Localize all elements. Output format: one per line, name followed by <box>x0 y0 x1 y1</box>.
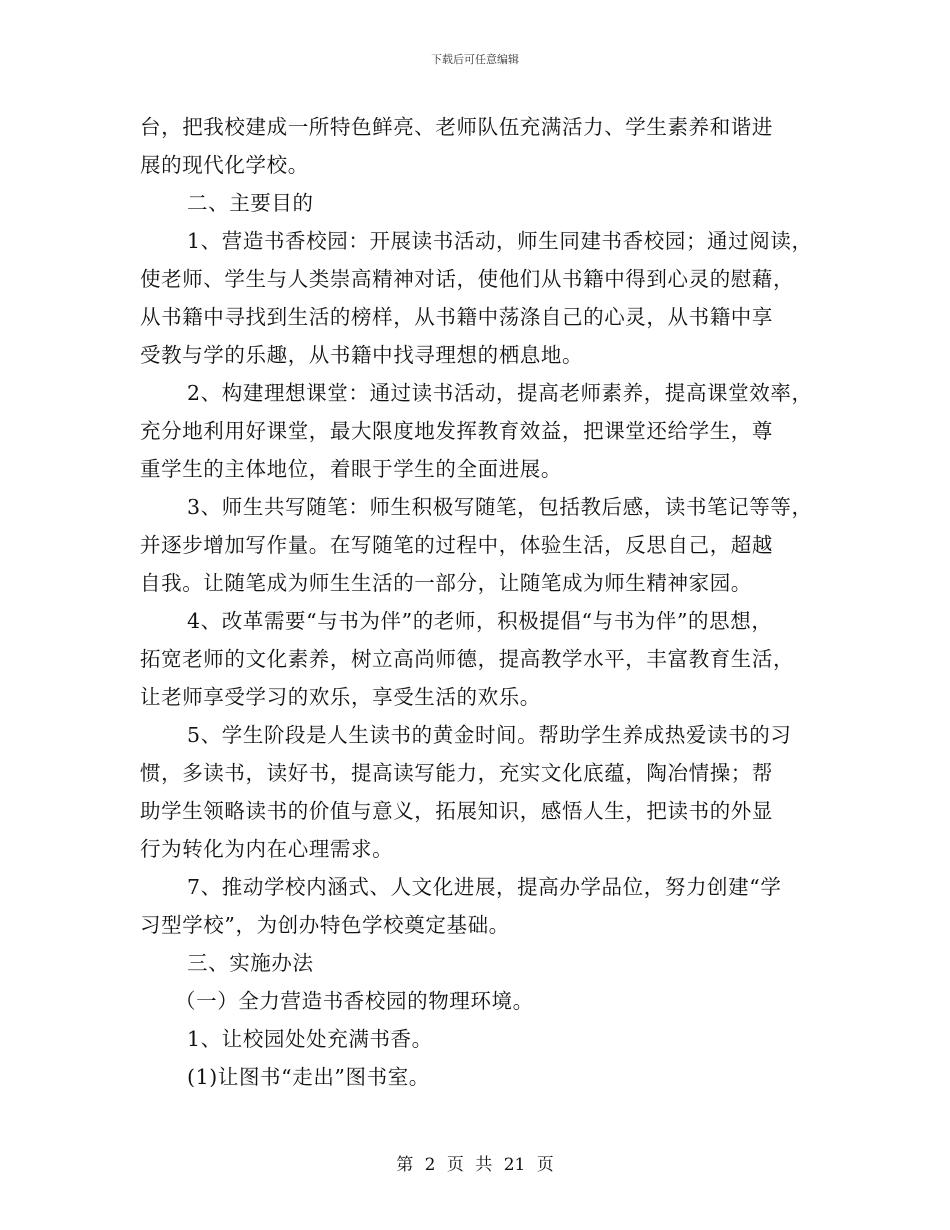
text-line: 5、学生阶段是人生读书的黄金时间。帮助学生养成热爱读书的习 <box>187 723 792 747</box>
text-line: 并逐步增加写作量。在写随笔的过程中，体验生活，反思自己，超越 <box>140 533 773 557</box>
text-line: 受教与学的乐趣，从书籍中找寻理想的栖息地。 <box>140 343 584 367</box>
text-line: 使老师、学生与人类崇高精神对话，使他们从书籍中得到心灵的慰藉， <box>140 267 795 291</box>
text-line: 3、师生共写随笔：师生积极写随笔，包括教后感，读书笔记等等， <box>187 495 813 519</box>
text-line: 让老师享受学习的欢乐，享受生活的欢乐。 <box>140 685 541 709</box>
text-line: 充分地利用好课堂，最大限度地发挥教育效益，把课堂还给学生，尊 <box>140 419 773 443</box>
text-line: 自我。让随笔成为师生生活的一部分，让随笔成为师生精神家园。 <box>140 571 752 595</box>
page-footer: 第 2 页 共 21 页 <box>396 1155 554 1175</box>
text-line: 2、构建理想课堂：通过读书活动，提高老师素养，提高课堂效率， <box>187 381 813 405</box>
text-line: 拓宽老师的文化素养，树立高尚师德，提高教学水平，丰富教育生活， <box>140 647 795 671</box>
subsection-heading: （一）全力营造书香校园的物理环境。 <box>175 989 534 1013</box>
text-line: 惯，多读书，读好书，提高读写能力，充实文化底蕴，陶冶情操；帮 <box>140 761 773 785</box>
text-line: 1、营造书香校园：开展读书活动，师生同建书香校园；通过阅读， <box>187 229 813 253</box>
text-line: (1)让图书“走出”图书室。 <box>187 1065 430 1089</box>
text-line: 台，把我校建成一所特色鲜亮、老师队伍充满活力、学生素养和谐进 <box>140 115 773 139</box>
section-heading: 二、主要目的 <box>187 191 314 215</box>
text-line: 4、改革需要“与书为伴”的老师，积极提倡“与书为伴”的思想， <box>187 609 773 633</box>
text-line: 展的现代化学校。 <box>140 153 309 177</box>
text-line: 从书籍中寻找到生活的榜样，从书籍中荡涤自己的心灵，从书籍中享 <box>140 305 773 329</box>
text-line: 1、让校园处处充满书香。 <box>187 1027 433 1051</box>
section-heading: 三、实施办法 <box>187 951 314 975</box>
text-line: 习型学校”，为创办特色学校奠定基础。 <box>140 913 510 937</box>
text-line: 7、推动学校内涵式、人文化进展，提高办学品位，努力创建“学 <box>187 875 782 899</box>
page-header: 下载后可任意编辑 <box>431 53 519 66</box>
text-line: 助学生领略读书的价值与意义，拓展知识，感悟人生，把读书的外显 <box>140 799 773 823</box>
text-line: 重学生的主体地位，着眼于学生的全面进展。 <box>140 457 562 481</box>
text-line: 行为转化为内在心理需求。 <box>140 837 394 861</box>
